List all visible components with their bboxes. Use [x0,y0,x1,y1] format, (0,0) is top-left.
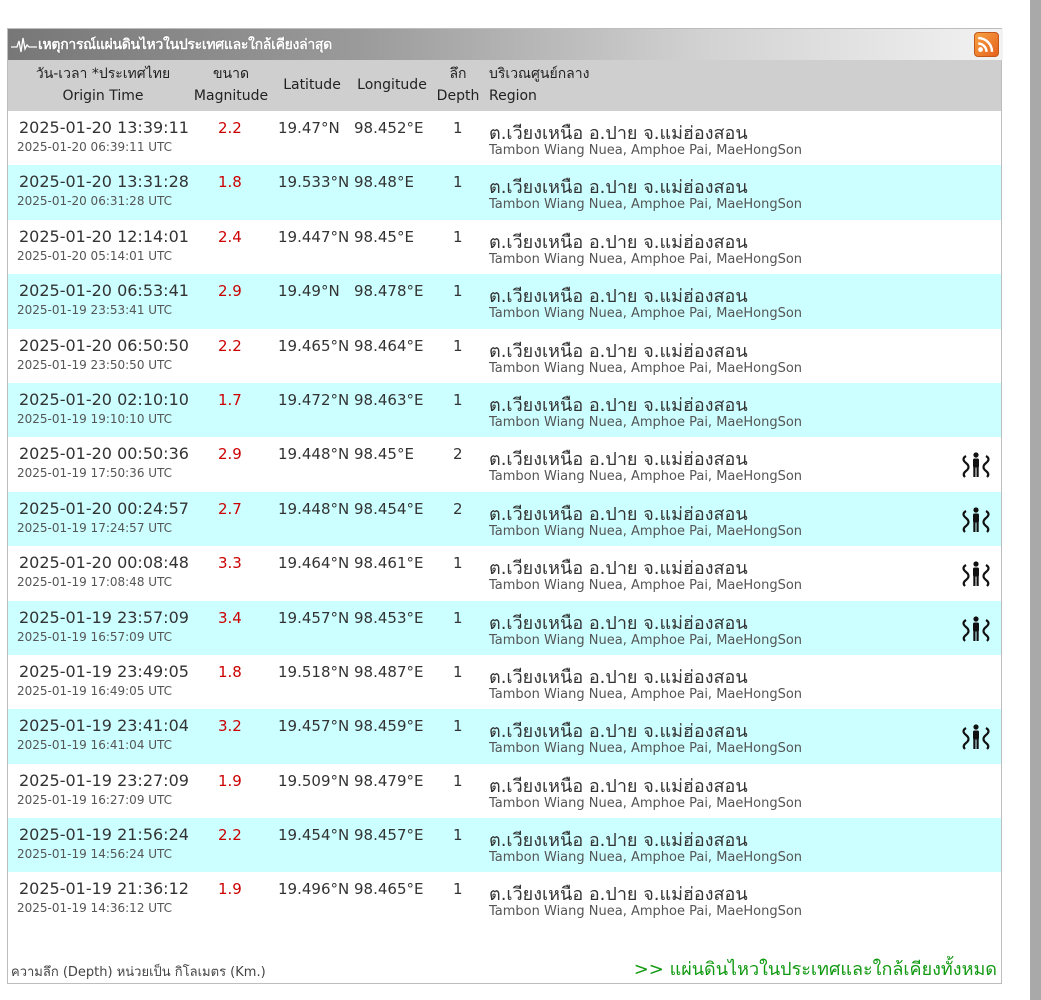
latitude-value: 19.457°N [278,717,350,736]
table-row[interactable] [8,818,1001,872]
header-depth-th: ลึก [449,66,467,82]
latitude-value: 19.465°N [278,336,350,355]
felt-report-people-icon[interactable] [956,616,996,642]
local-time: 2025-01-20 00:08:48 [19,553,189,573]
header-region-th: บริเวณศูนย์กลาง [489,66,590,82]
scrollbar[interactable] [1030,0,1041,1000]
region-thai: ต.เวียงเหนือ อ.ปาย จ.แม่ฮ่องสอน [489,558,748,580]
depth-value: 1 [453,227,463,246]
utc-time: 2025-01-19 16:49:05 UTC [17,683,173,698]
utc-time: 2025-01-19 16:27:09 UTC [17,792,173,807]
utc-time: 2025-01-20 06:39:11 UTC [17,140,173,154]
region-english: Tambon Wiang Nuea, Amphoe Pai, MaeHongSon [489,143,803,158]
felt-report-people-icon[interactable] [956,724,996,750]
depth-value: 1 [453,282,463,301]
magnitude-value: 1.9 [218,771,242,790]
magnitude-value: 1.8 [218,662,242,681]
region-english: Tambon Wiang Nuea, Amphoe Pai, MaeHongSon [489,632,803,648]
longitude-value: 98.479°E [354,771,424,790]
longitude-value: 98.45°E [354,227,414,246]
depth-value: 1 [453,173,463,192]
region-english: Tambon Wiang Nuea, Amphoe Pai, MaeHongSon [489,306,803,322]
header-origin-time [18,63,188,107]
magnitude-value: 2.2 [218,336,242,355]
local-time: 2025-01-19 23:27:09 [19,770,189,790]
depth-value: 1 [453,390,463,409]
magnitude-value: 2.7 [218,499,242,518]
utc-time: 2025-01-19 16:57:09 UTC [17,629,173,644]
longitude-value: 98.487°E [354,662,424,681]
depth-value: 1 [453,608,463,627]
longitude-value: 98.461°E [354,554,424,573]
magnitude-value: 3.4 [218,608,242,627]
utc-time: 2025-01-19 14:56:24 UTC [17,847,173,862]
local-time: 2025-01-19 21:36:12 [19,879,189,899]
header-time-th: วัน-เวลา *ประเทศไทย [35,66,171,82]
magnitude-value: 3.3 [218,554,242,573]
region-thai: ต.เวียงเหนือ อ.ปาย จ.แม่ฮ่องสอน [489,123,748,144]
depth-value: 1 [453,662,463,681]
table-row[interactable] [8,383,1001,437]
table-row[interactable] [8,165,1001,219]
local-time: 2025-01-20 00:50:36 [19,444,189,464]
region-english: Tambon Wiang Nuea, Amphoe Pai, MaeHongSon [489,741,803,757]
local-time: 2025-01-20 06:50:50 [19,335,189,355]
depth-unit-note: ความลึก (Depth) หน่วยเป็น กิโลเมตร (Km.) [11,965,266,980]
header-region-en: Region [489,88,537,104]
region-thai: ต.เวียงเหนือ อ.ปาย จ.แม่ฮ่องสอน [489,884,748,906]
local-time: 2025-01-20 02:10:10 [19,389,189,409]
longitude-value: 98.463°E [354,390,424,409]
region-thai: ต.เวียงเหนือ อ.ปาย จ.แม่ฮ่องสอน [489,830,748,852]
magnitude-value: 2.9 [218,445,242,464]
latitude-value: 19.509°N [278,771,350,790]
longitude-value: 98.48°E [354,173,414,192]
region-english: Tambon Wiang Nuea, Amphoe Pai, MaeHongSon [489,360,803,376]
region-english: Tambon Wiang Nuea, Amphoe Pai, MaeHongSon [489,414,803,430]
header-depth [434,63,482,107]
region-thai: ต.เวียงเหนือ อ.ปาย จ.แม่ฮ่องสอน [489,775,748,797]
utc-time: 2025-01-19 17:08:48 UTC [17,575,173,590]
header-mag-th: ขนาด [212,66,250,82]
latitude-value: 19.533°N [278,173,350,192]
region-english: Tambon Wiang Nuea, Amphoe Pai, MaeHongSon [489,686,803,702]
header-latitude: Latitude [283,77,341,93]
latitude-value: 19.448°N [278,445,350,464]
region-thai: ต.เวียงเหนือ อ.ปาย จ.แม่ฮ่องสอน [489,177,748,199]
local-time: 2025-01-19 23:49:05 [19,661,189,681]
longitude-value: 98.45°E [354,445,414,464]
magnitude-value: 3.2 [218,717,242,736]
earthquake-panel [7,28,1002,984]
felt-report-people-icon[interactable] [956,561,996,587]
table-header [8,60,1001,111]
table-row[interactable] [8,329,1001,383]
longitude-value: 98.464°E [354,336,424,355]
table-row[interactable] [8,437,1001,491]
region-english: Tambon Wiang Nuea, Amphoe Pai, MaeHongSon [489,523,803,539]
depth-value: 1 [453,880,463,899]
longitude-value: 98.465°E [354,880,424,899]
latitude-value: 19.49°N [278,282,340,301]
magnitude-value: 1.8 [218,173,242,192]
header-magnitude [190,63,272,107]
local-time: 2025-01-20 00:24:57 [19,498,189,518]
longitude-value: 98.459°E [354,717,424,736]
latitude-value: 19.447°N [278,227,350,246]
magnitude-value: 2.9 [218,282,242,301]
table-row[interactable] [8,220,1001,274]
felt-report-people-icon[interactable] [956,452,996,478]
depth-value: 1 [453,771,463,790]
region-english: Tambon Wiang Nuea, Amphoe Pai, MaeHongSon [489,850,803,866]
utc-time: 2025-01-19 23:53:41 UTC [17,303,173,318]
region-english: Tambon Wiang Nuea, Amphoe Pai, MaeHongSon [489,904,803,920]
table-row[interactable] [8,492,1001,546]
latitude-value: 19.472°N [278,390,350,409]
header-depth-en: Depth [436,88,480,104]
magnitude-value: 2.4 [218,227,242,246]
utc-time: 2025-01-20 05:14:01 UTC [17,248,173,263]
magnitude-value: 2.2 [218,826,242,845]
utc-time: 2025-01-20 06:31:28 UTC [17,194,173,209]
panel-title-bar [8,29,1003,60]
quake-list [8,111,1001,927]
header-mag-en: Magnitude [193,88,269,104]
local-time: 2025-01-20 12:14:01 [19,226,189,246]
table-row[interactable] [8,764,1001,818]
table-row[interactable] [8,872,1001,926]
table-row[interactable] [8,709,1001,763]
depth-value: 1 [453,554,463,573]
depth-value: 2 [453,445,463,464]
header-longitude: Longitude [357,77,427,93]
depth-value: 1 [453,119,463,137]
local-time: 2025-01-20 13:39:11 [19,118,189,137]
region-english: Tambon Wiang Nuea, Amphoe Pai, MaeHongSon [489,795,803,811]
utc-time: 2025-01-19 19:10:10 UTC [17,411,173,426]
latitude-value: 19.496°N [278,880,350,899]
depth-value: 2 [453,499,463,518]
region-thai: ต.เวียงเหนือ อ.ปาย จ.แม่ฮ่องสอน [489,666,748,688]
table-row[interactable] [8,655,1001,709]
region-english: Tambon Wiang Nuea, Amphoe Pai, MaeHongSon [489,578,803,594]
depth-value: 1 [453,336,463,355]
region-thai: ต.เวียงเหนือ อ.ปาย จ.แม่ฮ่องสอน [489,503,748,525]
longitude-value: 98.478°E [354,282,424,301]
local-time: 2025-01-19 23:57:09 [19,607,189,627]
table-row[interactable] [8,601,1001,655]
region-thai: ต.เวียงเหนือ อ.ปาย จ.แม่ฮ่องสอน [489,231,748,253]
table-row[interactable] [8,274,1001,328]
region-thai: ต.เวียงเหนือ อ.ปาย จ.แม่ฮ่องสอน [489,612,748,634]
latitude-value: 19.454°N [278,826,350,845]
latitude-value: 19.518°N [278,662,350,681]
magnitude-value: 2.2 [218,119,242,137]
local-time: 2025-01-20 13:31:28 [19,172,189,192]
region-thai: ต.เวียงเหนือ อ.ปาย จ.แม่ฮ่องสอน [489,286,748,308]
longitude-value: 98.453°E [354,608,424,627]
latitude-value: 19.457°N [278,608,350,627]
longitude-value: 98.454°E [354,499,424,518]
latitude-value: 19.47°N [278,119,340,137]
region-english: Tambon Wiang Nuea, Amphoe Pai, MaeHongSon [489,251,803,267]
latitude-value: 19.464°N [278,554,350,573]
utc-time: 2025-01-19 23:50:50 UTC [17,357,173,372]
utc-time: 2025-01-19 17:50:36 UTC [17,466,173,481]
utc-time: 2025-01-19 14:36:12 UTC [17,901,173,916]
region-thai: ต.เวียงเหนือ อ.ปาย จ.แม่ฮ่องสอน [489,340,748,362]
latitude-value: 19.448°N [278,499,350,518]
depth-value: 1 [453,717,463,736]
table-row[interactable] [8,546,1001,600]
magnitude-value: 1.7 [218,390,242,409]
region-thai: ต.เวียงเหนือ อ.ปาย จ.แม่ฮ่องสอน [489,394,748,416]
longitude-value: 98.457°E [354,826,424,845]
region-thai: ต.เวียงเหนือ อ.ปาย จ.แม่ฮ่องสอน [489,449,748,471]
felt-report-people-icon[interactable] [956,507,996,533]
all-earthquakes-link[interactable]: >> แผ่นดินไหวในประเทศและใกล้เคียงทั้งหมด [633,959,997,980]
header-time-en: Origin Time [62,88,144,104]
rss-feed-icon[interactable] [974,32,999,57]
local-time: 2025-01-20 06:53:41 [19,281,189,301]
region-english: Tambon Wiang Nuea, Amphoe Pai, MaeHongSon [489,197,803,213]
longitude-value: 98.452°E [354,119,424,137]
region-thai: ต.เวียงเหนือ อ.ปาย จ.แม่ฮ่องสอน [489,721,748,743]
region-english: Tambon Wiang Nuea, Amphoe Pai, MaeHongSon [489,469,803,485]
local-time: 2025-01-19 21:56:24 [19,825,189,845]
utc-time: 2025-01-19 17:24:57 UTC [17,520,173,535]
utc-time: 2025-01-19 16:41:04 UTC [17,738,173,753]
magnitude-value: 1.9 [218,880,242,899]
header-region [489,63,589,107]
panel-title: เหตุการณ์แผ่นดินไหวในประเทศและใกล้เคียงล่าสุด [38,36,332,53]
table-row[interactable] [8,111,1001,165]
seismic-pulse-icon [10,35,38,55]
local-time: 2025-01-19 23:41:04 [19,716,189,736]
depth-value: 1 [453,826,463,845]
